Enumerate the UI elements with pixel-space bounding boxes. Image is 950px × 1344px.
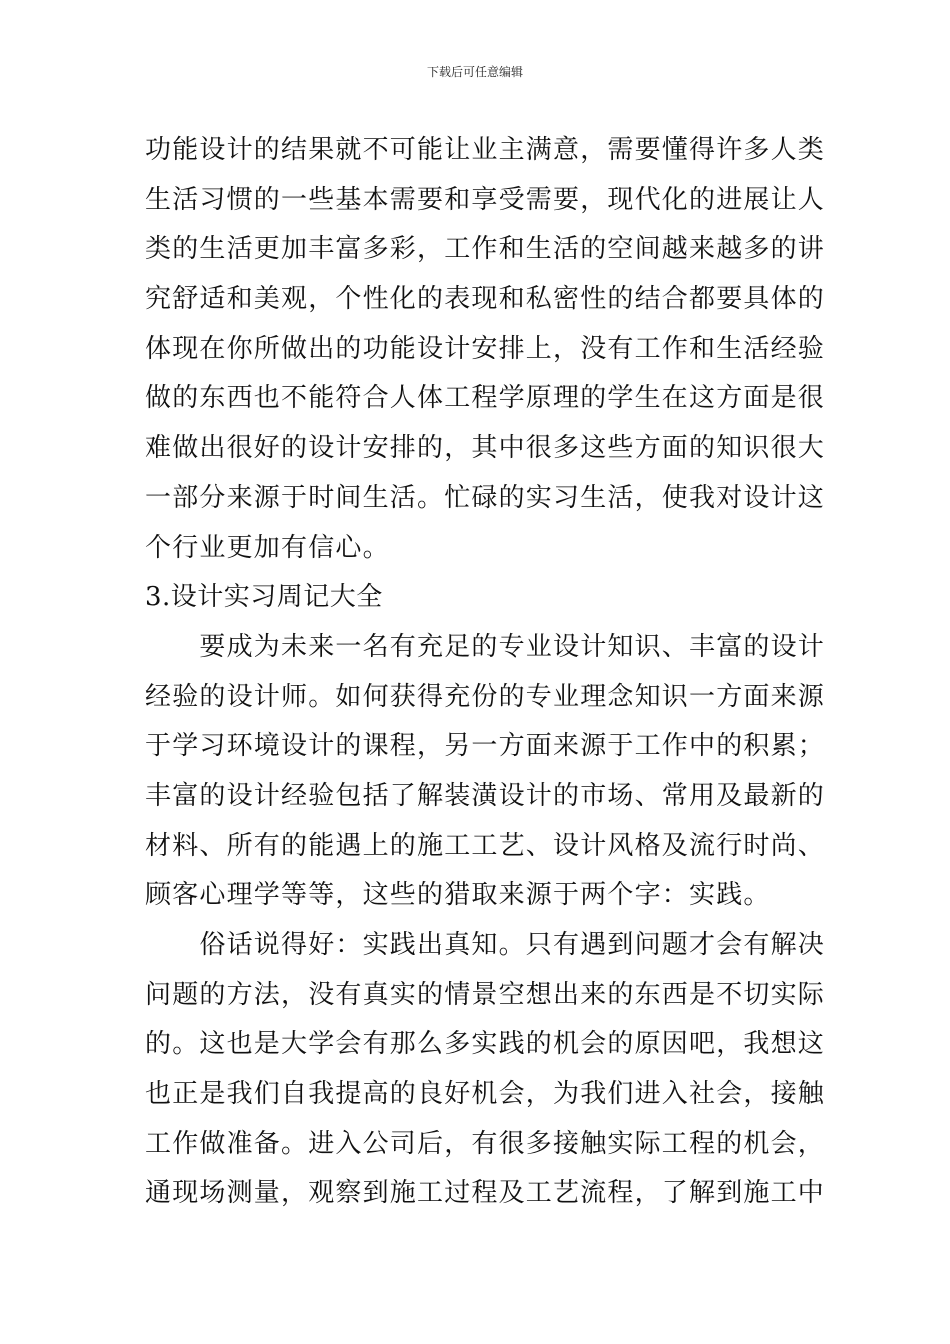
document-body bbox=[145, 126, 826, 1219]
text-line: 通现场测量，观察到施工过程及工艺流程，了解到施工中 bbox=[145, 1178, 826, 1209]
text-line: 也正是我们自我提高的良好机会，为我们进入社会，接触 bbox=[145, 1079, 826, 1110]
page-header: 下载后可任意编辑 bbox=[426, 65, 523, 79]
text-line: 类的生活更加丰富多彩，工作和生活的空间越来越多的讲 bbox=[145, 234, 826, 265]
text-line: 材料、所有的能遇上的施工工艺、设计风格及流行时尚、 bbox=[145, 830, 826, 861]
text-line: 工作做准备。进入公司后，有很多接触实际工程的机会， bbox=[145, 1128, 826, 1159]
text-line: 一部分来源于时间生活。忙碌的实习生活，使我对设计这 bbox=[145, 482, 826, 513]
text-line: 个行业更加有信心。 bbox=[145, 532, 390, 563]
text-line: 问题的方法，没有真实的情景空想出来的东西是不切实际 bbox=[145, 979, 826, 1010]
text-line: 于学习环境设计的课程，另一方面来源于工作中的积累； bbox=[145, 731, 826, 762]
text-line: 体现在你所做出的功能设计安排上，没有工作和生活经验 bbox=[145, 333, 826, 364]
text-line: 做的东西也不能符合人体工程学原理的学生在这方面是很 bbox=[145, 383, 826, 414]
text-line: 丰富的设计经验包括了解装潢设计的市场、常用及最新的 bbox=[145, 780, 826, 811]
text-line: 经验的设计师。如何获得充份的专业理念知识一方面来源 bbox=[145, 681, 826, 712]
text-line: 的。这也是大学会有那么多实践的机会的原因吧，我想这 bbox=[145, 1029, 826, 1060]
section-heading: 3.设计实习周记大全 bbox=[145, 582, 383, 613]
text-line: 要成为未来一名有充足的专业设计知识、丰富的设计 bbox=[145, 631, 826, 662]
text-line: 顾客心理学等等，这些的猎取来源于两个字：实践。 bbox=[145, 880, 771, 911]
text-line: 俗话说得好：实践出真知。只有遇到问题才会有解决 bbox=[145, 930, 826, 960]
text-line: 功能设计的结果就不可能让业主满意，需要懂得许多人类 bbox=[145, 135, 826, 165]
text-line: 究舒适和美观，个性化的表现和私密性的结合都要具体的 bbox=[145, 284, 826, 315]
text-line: 难做出很好的设计安排的，其中很多这些方面的知识很大 bbox=[145, 433, 826, 464]
text-line: 生活习惯的一些基本需要和享受需要，现代化的进展让人 bbox=[145, 184, 826, 215]
